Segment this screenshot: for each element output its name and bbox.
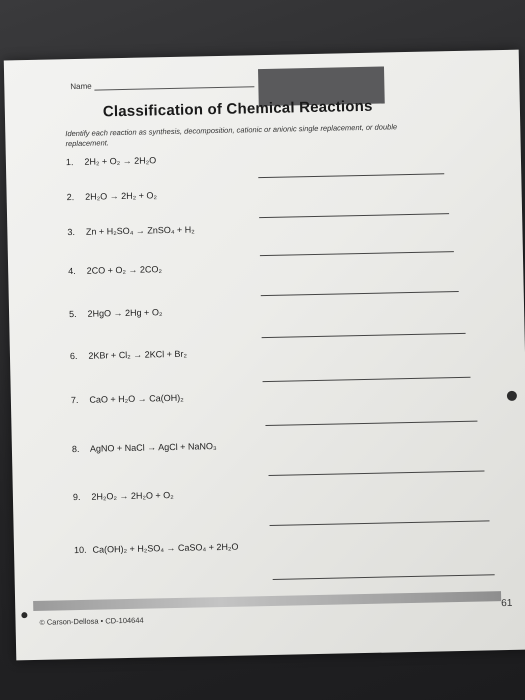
problem-number: 9. <box>72 491 81 503</box>
problem-equation: 2H₂O → 2H₂ + O₂ <box>85 190 158 202</box>
page-title: Classification of Chemical Reactions <box>102 97 373 121</box>
answer-line[interactable] <box>261 291 459 296</box>
name-label: Name <box>70 81 92 92</box>
instructions: Identify each reaction as synthesis, decomposition, cationic or anionic single replacement, or double replacement. <box>65 122 398 149</box>
footer-band <box>33 591 501 611</box>
problem-number: 3. <box>67 227 76 238</box>
answer-line[interactable] <box>262 333 466 338</box>
problem-number: 10. <box>73 544 87 556</box>
answer-line[interactable] <box>258 173 444 178</box>
problem-number: 5. <box>68 308 77 320</box>
answer-line[interactable] <box>269 470 485 476</box>
answer-line[interactable] <box>260 251 454 256</box>
problem-number: 4. <box>68 265 76 277</box>
problem-equation: 2H₂ + O₂ → 2H₂O <box>84 155 157 167</box>
page-number: 61 <box>501 597 513 610</box>
answer-line[interactable] <box>270 520 490 526</box>
answer-line[interactable] <box>273 574 495 580</box>
problem-number: 1. <box>65 157 74 168</box>
credit-text: Carson-Dellosa • CD-104644 <box>46 615 144 627</box>
problem-item <box>68 264 162 276</box>
problem-item <box>69 307 162 319</box>
problem-item <box>66 155 156 167</box>
problem-item <box>67 190 157 202</box>
copyright-icon: © <box>39 619 45 627</box>
problem-item <box>72 441 217 454</box>
problem-equation: 2HgO → 2Hg + O₂ <box>87 307 163 319</box>
problem-item <box>70 349 187 361</box>
problem-equation: Zn + H₂SO₄ → ZnSO₄ + H₂ <box>85 224 195 237</box>
problem-equation: CaO + H₂O → Ca(OH)₂ <box>89 392 184 405</box>
ink-mark <box>507 391 517 401</box>
problem-equation: 2KBr + Cl₂ → 2KCl + Br₂ <box>88 348 188 361</box>
punch-hole <box>21 612 27 618</box>
problem-item <box>74 542 239 555</box>
problem-equation: AgNO + NaCl → AgCl + NaNO₃ <box>89 441 217 454</box>
answer-line[interactable] <box>265 421 477 426</box>
answer-line[interactable] <box>263 377 471 382</box>
problem-number: 8. <box>71 443 80 455</box>
problem-equation: 2H₂O₂ → 2H₂O + O₂ <box>91 489 174 502</box>
problem-item <box>67 224 195 237</box>
problem-equation: 2CO + O₂ → 2CO₂ <box>86 264 163 276</box>
problem-equation: Ca(OH)₂ + H₂SO₄ → CaSO₄ + 2H₂O <box>92 541 239 555</box>
problem-number: 6. <box>69 350 78 362</box>
name-field[interactable] <box>94 86 254 90</box>
problem-item <box>73 490 174 502</box>
publisher-credit <box>39 616 143 627</box>
answer-line[interactable] <box>259 213 449 218</box>
problem-number: 7. <box>70 394 79 406</box>
problem-number: 2. <box>66 192 75 203</box>
worksheet <box>4 50 525 661</box>
problem-item <box>71 393 184 405</box>
